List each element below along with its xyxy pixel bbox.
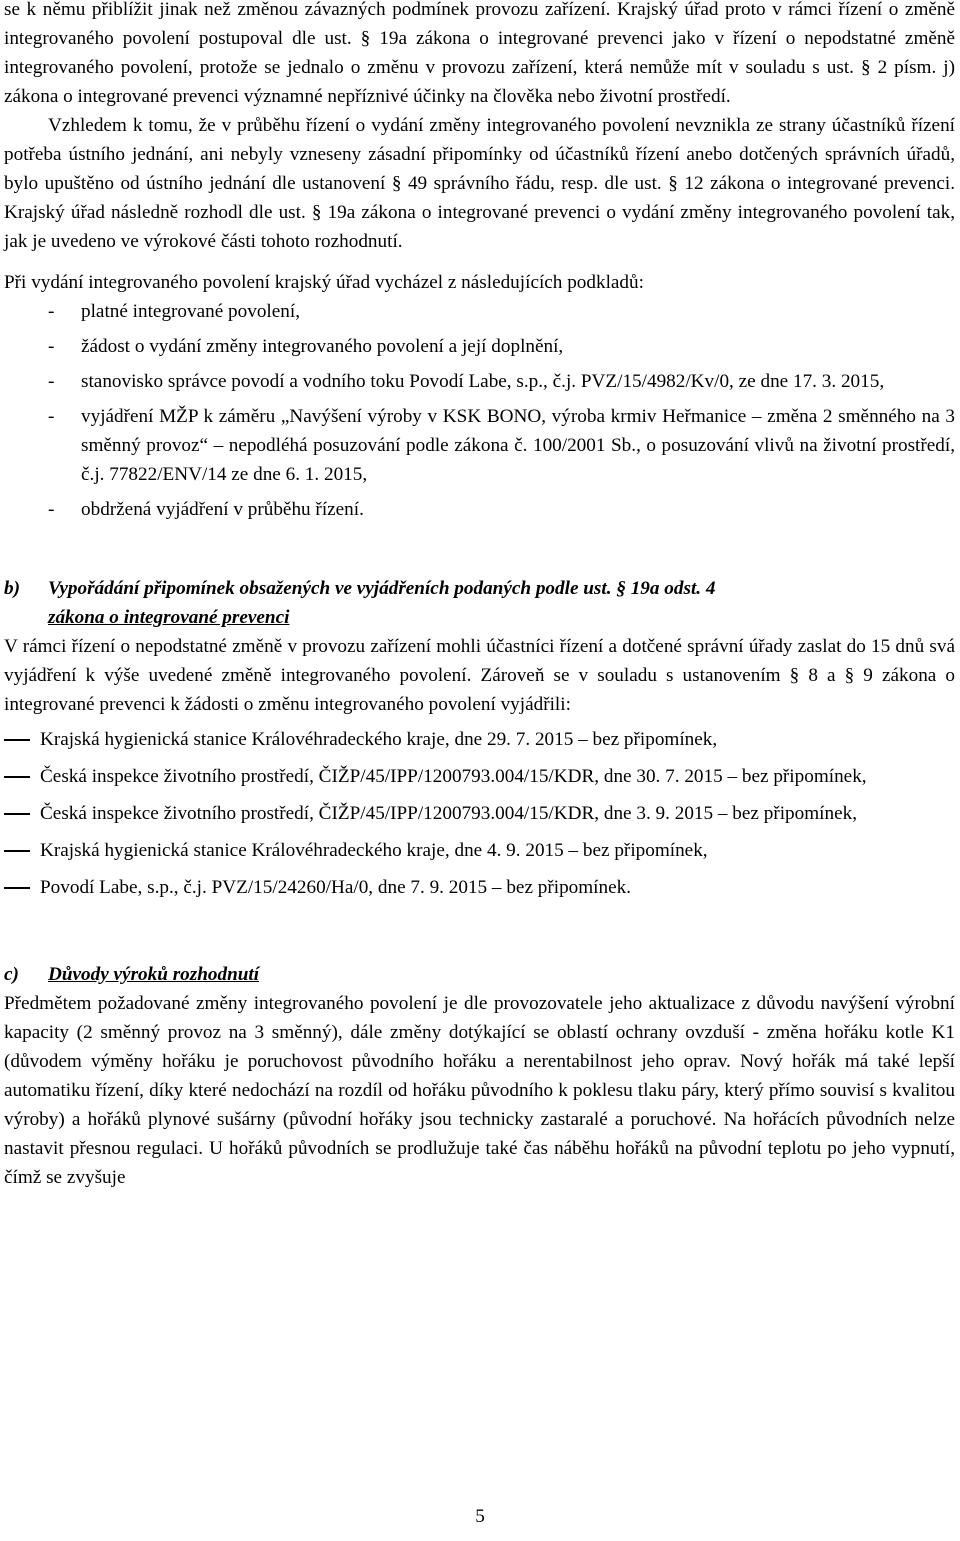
long-dash-marker (4, 813, 30, 815)
list-item (4, 762, 955, 791)
list-item (4, 332, 955, 361)
long-dash-marker (4, 739, 30, 741)
section-b-label: b) (4, 578, 20, 599)
list-item-text: stanovisko správce povodí a vodního toku Povodí Labe, s.p., č.j. PVZ/15/4982/Kv/0, ze dne 17. 3. 2015, (81, 371, 885, 392)
dash-marker: - (48, 499, 55, 520)
sources-intro: Při vydání integrovaného povolení krajský úřad vycházel z následujících podkladů: (4, 272, 644, 293)
spacer (4, 256, 955, 268)
dash-marker: - (48, 301, 55, 322)
list-item-text: Krajská hygienická stanice Královéhradeckého kraje, dne 29. 7. 2015 – bez připomínek, (40, 729, 718, 750)
intro-paragraph-1: se k němu přiblížit jinak než změnou závazných podmínek provozu zařízení. Krajský úřad proto v rámci řízení o změně integrovaného povolení postupoval dle ust. § 19a zákona o integrované prevenci jako v řízení o nepodstatné změně integrovaného povolení, protože se jednalo o změnu v provozu zařízení, která nemůže mít v souladu s ust. § 2 písm. j) zákona o integrované prevenci významné nepříznivé účinky na člověka nebo životní prostředí. (4, 0, 955, 107)
document-content (4, 0, 955, 1192)
list-item (4, 836, 955, 865)
section-c-title: Důvody výroků rozhodnutí (48, 964, 260, 985)
long-dash-marker (4, 850, 30, 852)
list-item-text: Česká inspekce životního prostředí, ČIŽP/45/IPP/1200793.004/15/KDR, dne 3. 9. 2015 – bez připomínek, (40, 803, 857, 824)
list-item (4, 297, 955, 326)
spacer (4, 910, 955, 960)
list-item (4, 799, 955, 828)
list-item-text: platné integrované povolení, (81, 301, 300, 322)
long-dash-marker (4, 776, 30, 778)
spacer (4, 530, 955, 574)
list-item-text: vyjádření MŽP k záměru „Navýšení výroby v KSK BONO, výroba krmiv Heřmanice – změna 2 směnného na 3 směnný provoz“ – nepodléhá posuzování podle zákona č. 100/2001 Sb., o posuzování vlivů na životní prostředí, č.j. 77822/ENV/14 ze dne 6. 1. 2015, (81, 406, 955, 485)
section-b-title-line2: zákona o integrované prevenci (48, 607, 290, 628)
section-c-label: c) (4, 964, 19, 985)
section-c-text: Předmětem požadované změny integrovaného povolení je dle provozovatele jeho aktualizace z důvodu navýšení výrobní kapacity (2 směnný provoz na 3 směnný), dále změny dotýkající se oblastí ochrany ovzduší - změna hořáku kotle K1 (důvodem výměny hořáku je poruchovost původního hořáku a nerentabilnost jeho oprav. Nový hořák má také lepší automatiku řízení, díky které nedochází na rozdíl od hořáku původního k poklesu tlaku páry, který přímo souvisí s kvalitou výroby) a hořáků plynové sušárny (původní hořáky jsou technicky zastaralé a poruchové. Na hořácích původních nelze nastavit přesnou regulaci. U hořáků původních se prodlužuje také čas náběhu hořáků na původní teplotu po jeho vypnutí, čímž se zvyšuje (4, 993, 955, 1188)
list-item (4, 367, 955, 396)
section-c-heading (4, 960, 955, 989)
list-item-text: žádost o vydání změny integrovaného povolení a její doplnění, (81, 336, 564, 357)
section-b-heading (4, 574, 955, 632)
dash-marker: - (48, 371, 55, 392)
sources-list (4, 297, 955, 524)
section-b-list (4, 725, 955, 902)
list-item-text: Krajská hygienická stanice Královéhradeckého kraje, dne 4. 9. 2015 – bez připomínek, (40, 840, 708, 861)
long-dash-marker (4, 887, 30, 889)
list-item-text: Povodí Labe, s.p., č.j. PVZ/15/24260/Ha/0, dne 7. 9. 2015 – bez připomínek. (40, 877, 632, 898)
list-item-text: obdržená vyjádření v průběhu řízení. (81, 499, 364, 520)
list-item-text: Česká inspekce životního prostředí, ČIŽP/45/IPP/1200793.004/15/KDR, dne 30. 7. 2015 – bez připomínek, (40, 766, 867, 787)
list-item (4, 725, 955, 754)
list-item (4, 495, 955, 524)
dash-marker: - (48, 336, 55, 357)
page-number: 5 (475, 1506, 485, 1527)
intro-paragraph-2: Vzhledem k tomu, že v průběhu řízení o vydání změny integrovaného povolení nevznikla ze strany účastníků řízení potřeba ústního jednání, ani nebyly vzneseny zásadní připomínky od účastníků řízení anebo dotčených správních úřadů, bylo upuštěno od ústního jednání dle ustanovení § 49 správního řádu, resp. dle ust. § 12 zákona o integrované prevenci. Krajský úřad následně rozhodl dle ust. § 19a zákona o integrované prevenci o vydání změny integrovaného povolení tak, jak je uvedeno ve výrokové části tohoto rozhodnutí. (4, 115, 955, 252)
list-item (4, 402, 955, 489)
list-item (4, 873, 955, 902)
section-b-title-line1: Vypořádání připomínek obsažených ve vyjádřeních podaných podle ust. § 19a odst. 4 (48, 578, 716, 599)
dash-marker: - (48, 406, 55, 427)
section-b-text: V rámci řízení o nepodstatné změně v provozu zařízení mohli účastníci řízení a dotčené správní úřady zaslat do 15 dnů svá vyjádření k výše uvedené změně integrovaného povolení. Zároveň se v souladu s ustanovením § 8 a § 9 zákona o integrované prevenci k žádosti o změnu integrovaného povolení vyjádřili: (4, 636, 955, 715)
